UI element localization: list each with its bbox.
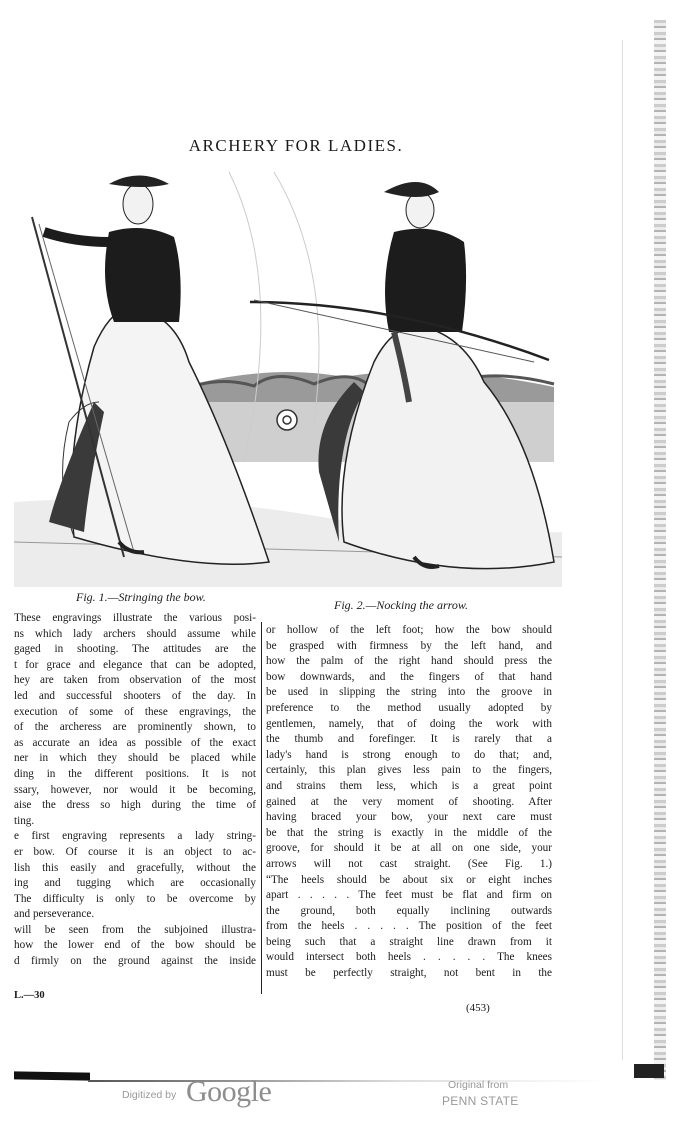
text-line: having braced your bow, your next care must (266, 811, 552, 824)
text-line: bow downwards, and the fingers of that hand (266, 670, 552, 683)
digitized-by-label: Digitized by (122, 1089, 177, 1101)
text-line: The difficulty is only to be overcome by (14, 892, 256, 905)
signature-mark: L.—30 (14, 990, 45, 1001)
text-line: being such that a straight line drawn from it (266, 935, 552, 948)
text-line: er bow. Of course it is an object to ac- (14, 845, 256, 858)
text-line: the thumb and forefinger. It is rarely that a (266, 733, 552, 746)
figure-1-caption: Fig. 1.—Stringing the bow. (76, 590, 206, 604)
text-line: and perseverance. (14, 908, 95, 921)
text-line: execution of some of these engravings, the (14, 705, 256, 718)
text-line: gentlemen, namely, that of doing the work with (266, 717, 552, 730)
text-line: certainly, this plan gives less pain to the fingers, (266, 764, 552, 777)
google-logo: Google (186, 1075, 272, 1108)
text-line: aise the dress so high during the time of (14, 799, 256, 812)
archery-engraving-illustration (14, 162, 562, 587)
text-line: gaged in shooting. The attitudes are the (14, 643, 256, 656)
text-line: “The heels should be about six or eight inches (266, 873, 552, 886)
text-line: apart . . . . . The feet must be flat and firm on (266, 889, 552, 902)
page-fold-line (622, 40, 623, 1060)
text-line: ding in the different positions. It is not (14, 767, 256, 780)
page-edge-scan-artifact (654, 20, 666, 1080)
text-line: would intersect both heels . . . . . The knees (266, 951, 552, 964)
text-line: e first engraving represents a lady string- (14, 830, 256, 843)
text-line: and strains them less, which is a great point (266, 779, 552, 792)
text-line: ns which lady archers should assume while (14, 627, 256, 640)
page-title: ARCHERY FOR LADIES. (188, 136, 404, 155)
text-line: lady's hand is strong enough to do that; and, (266, 748, 552, 761)
text-line: from the heels . . . . . The position of the feet (266, 920, 552, 933)
text-line: ssary, however, nor would it be becoming, (14, 783, 256, 796)
figure-1-stringing-bow (32, 176, 269, 565)
scan-edge-mark (14, 1071, 90, 1080)
text-line: the ground, both equally inclining outwards (266, 904, 552, 917)
text-line: hey are taken from observation of the most (14, 674, 256, 687)
text-line: be grasped with firmness by the left hand, and (266, 639, 552, 652)
target-icon (277, 410, 297, 430)
text-line: how the lower end of the bow should be (14, 939, 256, 952)
scan-edge-line (88, 1080, 608, 1082)
original-from-label: Original from (448, 1079, 509, 1091)
text-line: t for grace and elegance that can be adopted, (14, 658, 256, 671)
page-number: (453) (466, 1002, 490, 1014)
column-divider (261, 622, 262, 994)
text-line: gained at the very moment of shooting. After (266, 795, 552, 808)
text-line: how the palm of the right hand should press the (266, 655, 552, 668)
text-line: ting. (14, 814, 35, 827)
text-line: be that the string is exactly in the middle of the (266, 826, 552, 839)
left-text-column (14, 611, 256, 970)
text-line: d firmly on the ground against the inside (14, 955, 256, 968)
text-line: lish this easily and gracefully, without the (14, 861, 256, 874)
text-line: preference to the method usually adopted by (266, 701, 552, 714)
text-line: led and successful shooters of the day. In (14, 689, 256, 702)
text-line: ing and tugging which are occasionally (14, 877, 256, 890)
holding-library-label: PENN STATE (442, 1094, 519, 1108)
text-line: be used in slipping the string into the groove in (266, 686, 552, 699)
text-line: will be seen from the subjoined illustra- (14, 923, 256, 936)
right-text-column (266, 623, 552, 982)
text-line: arrows will not cast straight. (See Fig. 1.) (266, 857, 552, 870)
scan-corner-mark (634, 1064, 664, 1078)
text-line: or hollow of the left foot; how the bow should (266, 624, 552, 636)
text-line: ner in which they should be placed while (14, 752, 256, 765)
text-line: as accurate an idea as possible of the exact (14, 736, 256, 749)
text-line: groove, for should it be at all on one side, your (266, 842, 552, 855)
text-line: must be perfectly straight, not bent in the (266, 967, 552, 980)
text-line: These engravings illustrate the various posi- (14, 612, 256, 624)
text-line: of the archeress are prominently shown, to (14, 721, 256, 734)
figure-2-caption: Fig. 2.—Nocking the arrow. (334, 598, 468, 612)
